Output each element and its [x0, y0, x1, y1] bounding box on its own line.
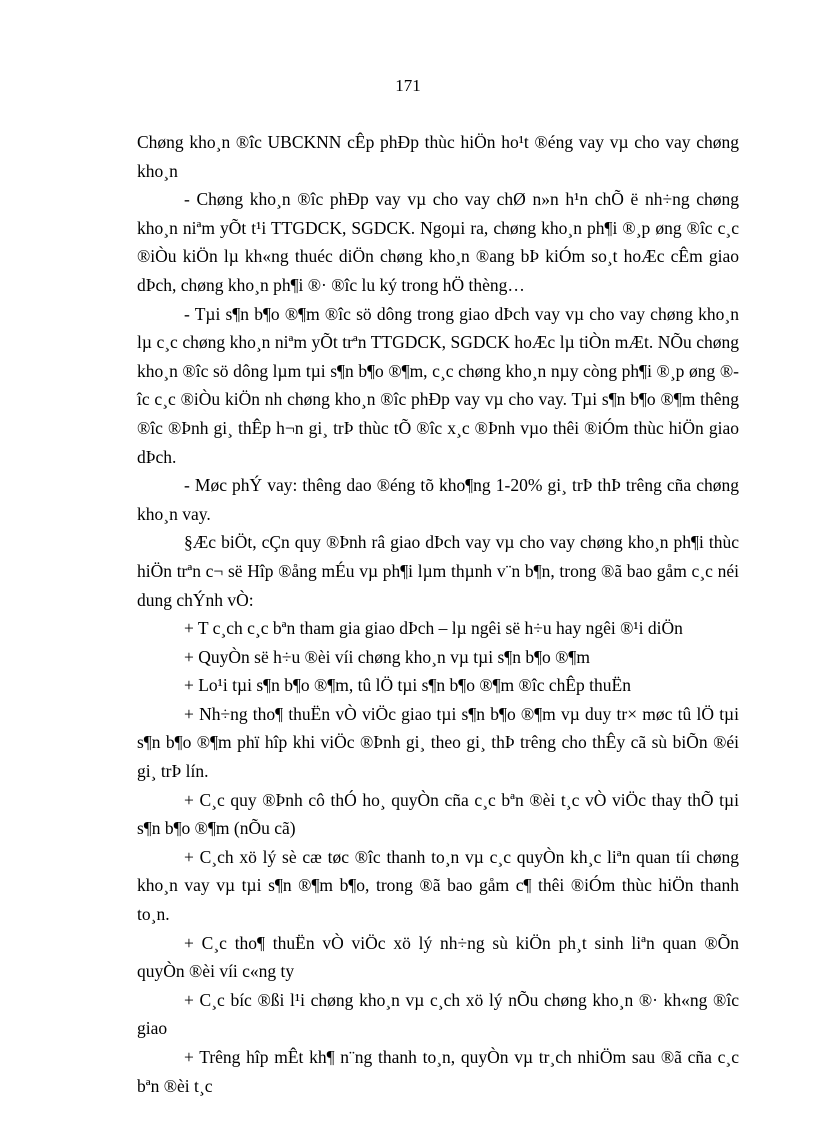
- list-item: + Nh÷ng tho¶ thuËn vÒ viÖc giao tµi s¶n b¶o ®¶m vµ duy tr× møc tû lÖ tµi s¶n b¶o ®¶m phï hîp khi viÖc ®Þnh gi¸ theo gi¸ thÞ trêng cho thÊy cã sù biÕn ®éi gi¸ trÞ lín.: [137, 703, 739, 782]
- body-text: [137, 128, 739, 1100]
- paragraph: Chøng kho¸n ®îc UBCKNN cÊp phÐp thùc hiÖn ho¹t ®éng vay vµ cho vay chøng kho¸n: [137, 132, 739, 181]
- list-item: + Trêng hîp mÊt kh¶ n¨ng thanh to¸n, quyÒn vµ tr¸ch nhiÖm sau ®ã cña c¸c bªn ®èi t¸c: [137, 1047, 739, 1096]
- paragraph: - Chøng kho¸n ®îc phÐp vay vµ cho vay chØ n»n h¹n chÕ ë nh÷ng chøng kho¸n niªm yÕt t¹i TTGDCK, SGDCK. Ngoµi ra, chøng kho¸n ph¶i ®¸p øng ®îc c¸c ®iÒu kiÖn lµ kh«ng thuéc diÖn chøng kho¸n ®ang bÞ kiÓm so¸t hoÆc cÊm giao dÞch, chøng kho¸n ph¶i ®· ®îc lu ký trong hÖ thèng…: [137, 189, 739, 295]
- list-item: + C¸c quy ®Þnh cô thÓ ho¸ quyÒn cña c¸c bªn ®èi t¸c vÒ viÖc thay thÕ tµi s¶n b¶o ®¶m (nÕu cã): [137, 789, 739, 839]
- list-item: + QuyÒn së h÷u ®èi víi chøng kho¸n vµ tµi s¶n b¶o ®¶m: [184, 646, 590, 667]
- page-number: 171: [395, 76, 421, 95]
- paragraph: - Møc phÝ vay: thêng dao ®éng tõ kho¶ng 1-20% gi¸ trÞ thÞ trêng cña chøng kho¸n vay.: [137, 475, 739, 524]
- list-item: + C¸c tho¶ thuËn vÒ viÖc xö lý nh÷ng sù kiÖn ph¸t sinh liªn quan ®Õn quyÒn ®èi víi c«ng ty: [137, 932, 739, 982]
- paragraph: §Æc biÖt, cÇn quy ®Þnh râ giao dÞch vay vµ cho vay chøng kho¸n ph¶i thùc hiÖn trªn c¬ së Hîp ®ång mÉu vµ ph¶i lµm thµnh v¨n b¶n, trong ®ã bao gåm c¸c néi dung chÝnh vÒ:: [137, 532, 739, 610]
- list-item: + T c¸ch c¸c bªn tham gia giao dÞch – lµ ngêi së h÷u hay ngêi ®¹i diÖn: [184, 618, 683, 639]
- list-item: + C¸ch xö lý sè cæ tøc ®îc thanh to¸n vµ c¸c quyÒn kh¸c liªn quan tíi chøng kho¸n vay vµ tµi s¶n ®¶m b¶o, trong ®ã bao gåm c¶ thêi ®iÓm thùc hiÖn thanh to¸n.: [137, 846, 739, 925]
- list-item: + Lo¹i tµi s¶n b¶o ®¶m, tû lÖ tµi s¶n b¶o ®¶m ®îc chÊp thuËn: [184, 675, 631, 696]
- paragraph: - Tµi s¶n b¶o ®¶m ®îc sö dông trong giao dÞch vay vµ cho vay chøng kho¸n lµ c¸c chøng kho¸n niªm yÕt trªn TTGDCK, SGDCK hoÆc lµ tiÒn mÆt. NÕu chøng kho¸n ®îc sö dông lµm tµi s¶n b¶o ®¶m, c¸c chøng kho¸n nµy còng ph¶i ®¸p øng ®îc c¸c ®iÒu kiÖn nh chøng kho¸n ®îc phÐp vay vµ cho vay. Tµi s¶n b¶o ®¶m thêng ®îc ®Þnh gi¸ thÊp h¬n gi¸ trÞ thùc tÕ ®îc x¸c ®Þnh vµo thêi ®iÓm thùc hiÖn giao dÞch.: [137, 303, 739, 467]
- list-item: + C¸c bíc ®ßi l¹i chøng kho¸n vµ c¸ch xö lý nÕu chøng kho¸n ®· kh«ng ®îc giao: [137, 989, 739, 1039]
